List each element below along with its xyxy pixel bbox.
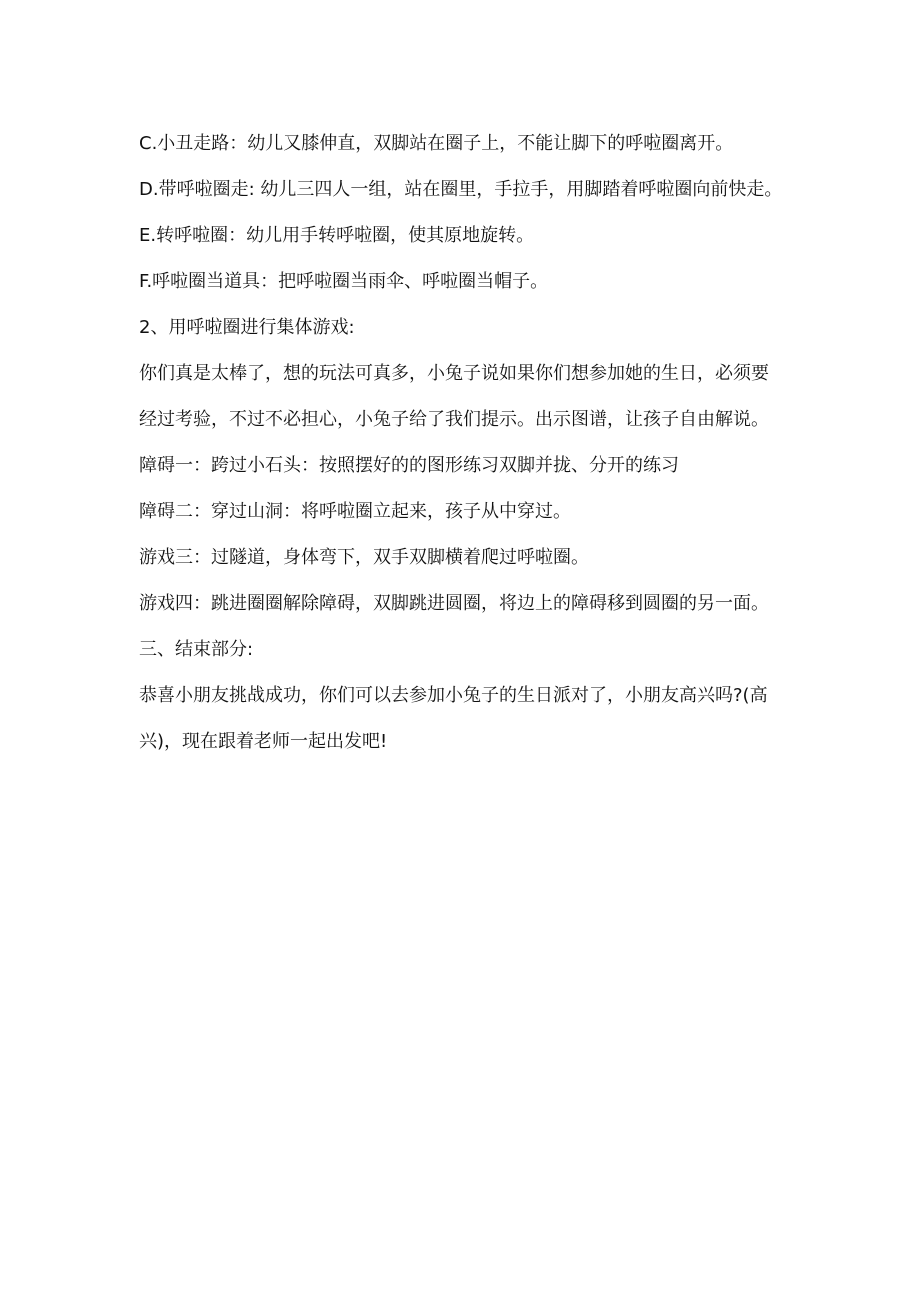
obstacle-2-line: 障碍二：穿过山洞：将呼啦圈立起来，孩子从中穿过。 bbox=[139, 501, 571, 522]
intro-paragraph-line-2: 经过考验，不过不必担心，小兔子给了我们提示。出示图谱，让孩子自由解说。 bbox=[139, 409, 769, 430]
activity-d-line: D.带呼啦圈走: 幼儿三四人一组，站在圈里，手拉手，用脚踏着呼啦圈向前快走。 bbox=[139, 179, 783, 200]
intro-paragraph-line-1: 你们真是太棒了，想的玩法可真多，小兔子说如果你们想参加她的生日，必须要 bbox=[139, 363, 769, 384]
activity-c-line: C.小丑走路：幼儿又膝伸直，双脚站在圈子上，不能让脚下的呼啦圈离开。 bbox=[139, 133, 734, 154]
section-3-heading: 三、结束部分: bbox=[139, 639, 254, 660]
game-3-line: 游戏三：过隧道，身体弯下，双手双脚横着爬过呼啦圈。 bbox=[139, 547, 589, 568]
game-4-line: 游戏四：跳进圈圈解除障碍，双脚跳进圆圈，将边上的障碍移到圆圈的另一面。 bbox=[139, 593, 769, 614]
obstacle-1-line: 障碍一：跨过小石头：按照摆好的的图形练习双脚并拢、分开的练习 bbox=[139, 455, 679, 476]
closing-paragraph-line-2: 兴)，现在跟着老师一起出发吧! bbox=[139, 731, 388, 752]
activity-e-line: E.转呼啦圈：幼儿用手转呼啦圈，使其原地旋转。 bbox=[139, 225, 535, 246]
activity-f-line: F.呼啦圈当道具：把呼啦圈当雨伞、呼啦圈当帽子。 bbox=[139, 271, 549, 292]
section-2-heading: 2、用呼啦圈进行集体游戏: bbox=[139, 317, 355, 338]
closing-paragraph-line-1: 恭喜小朋友挑战成功，你们可以去参加小兔子的生日派对了，小朋友高兴吗?(高 bbox=[139, 685, 768, 706]
document-body bbox=[139, 126, 789, 770]
